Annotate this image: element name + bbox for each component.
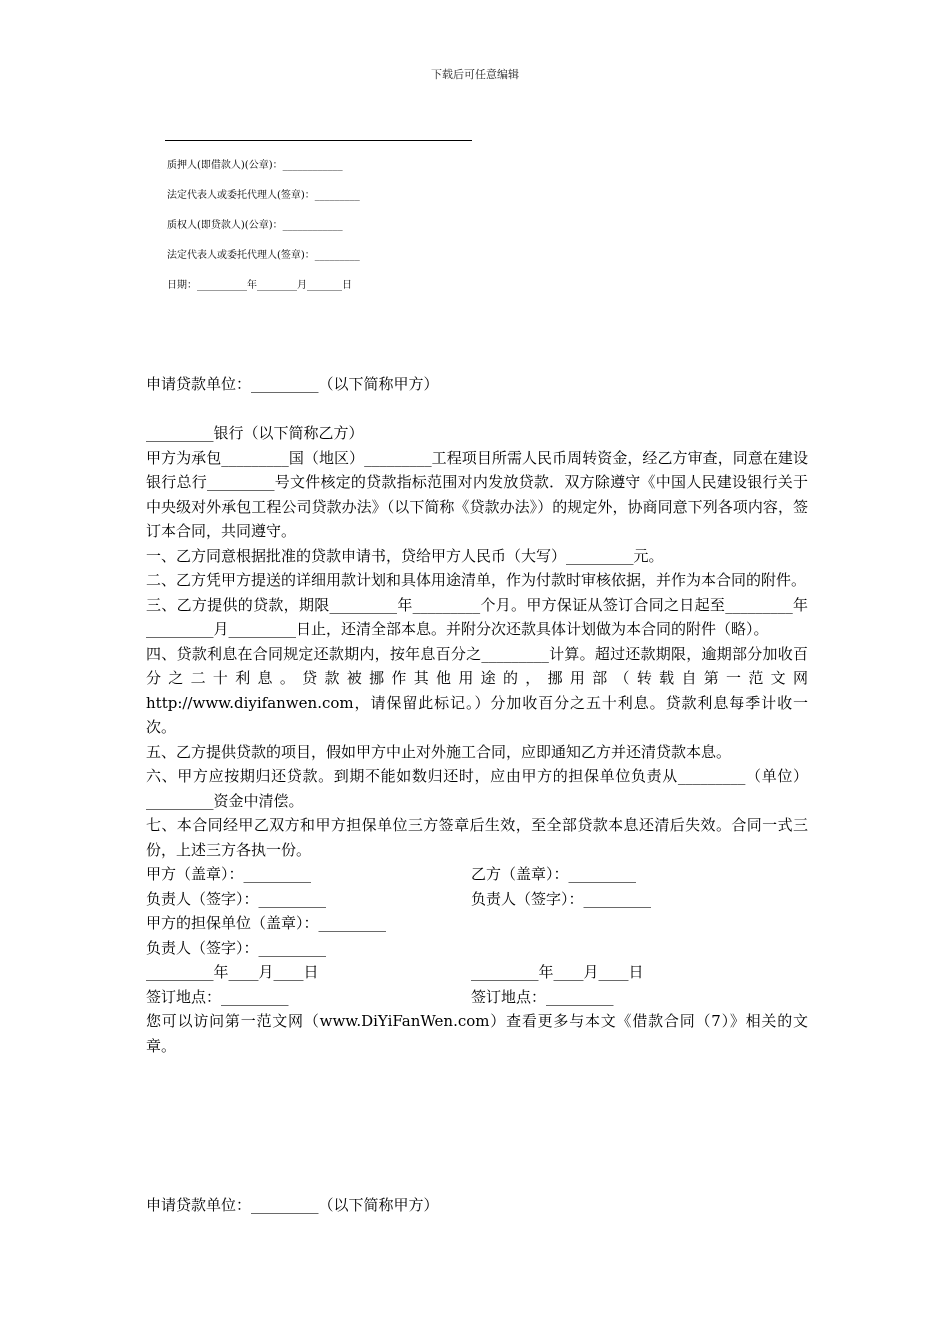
party-a-date: _________年____月____日	[146, 963, 319, 981]
clause-7: 七、本合同经甲乙双方和甲方担保单位三方签章后生效，至全部贷款本息还清后失效。合同一式三份，上述三方各执一份。	[146, 816, 808, 859]
party-b-seal: 乙方（盖章）：_________	[471, 865, 637, 883]
signature-block	[167, 158, 360, 308]
clause-1: 一、乙方同意根据批准的贷款申请书，贷给甲方人民币（大写）_________元。	[146, 546, 664, 565]
clause-6: 六、甲方应按期归还贷款。到期不能如数归还时，应由甲方的担保单位负责从_________（单位）_________资金中清偿。	[146, 767, 808, 810]
party-seal-row	[146, 862, 808, 887]
page-header: 下载后可任意编辑	[431, 68, 519, 81]
next-applicant-line: 申请贷款单位：_________（以下简称甲方）	[146, 1196, 439, 1214]
clause-4: 四、贷款利息在合同规定还款期内，按年息百分之_________计算。超过还款期限，逾期部分加收百分之二十利息。贷款被挪作其他用途的，挪用部（转载自第一范文网 http://www.diyifanwen.com，请保留此标记。）分加收百分之五十利息。贷款利息每季计收一次。	[146, 644, 808, 736]
signature-date-line: 日期：__________年________月_______日	[167, 280, 352, 291]
guarantor-signer: 负责人（签字）：_________	[146, 938, 327, 957]
party-signer-row	[146, 887, 808, 912]
next-section	[146, 1193, 808, 1218]
applicant-line: 申请贷款单位：_________（以下简称甲方）	[146, 375, 439, 393]
bank-line: _________银行（以下简称乙方）	[146, 424, 364, 442]
pledgee-seal-line: 质权人(即贷款人)(公章)：____________	[167, 220, 343, 231]
party-b-signer: 负责人（签字）：_________	[471, 889, 652, 908]
intro-paragraph: 甲方为承包_________国（地区）_________工程项目所需人民币周转资金，经乙方审查，同意在建设银行总行_________号文件核定的贷款指标范围对内发放贷款．双方除遵守《中国人民建设银行关于中央级对外承包工程公司贷款办法》（以下简称《贷款办法》）的规定外，协商同意下列各项内容，签订本合同，共同遵守。	[146, 448, 808, 540]
party-b-place: 签订地点：_________	[471, 987, 614, 1006]
clause-5: 五、乙方提供贷款的项目，假如甲方中止对外施工合同，应即通知乙方并还清贷款本息。	[146, 742, 732, 761]
clause-3: 三、乙方提供的贷款，期限_________年_________个月。甲方保证从签订合同之日起至_________年_________月_________日止，还清全部本息。并附分次还款具体计划做为本合同的附件（略）。	[146, 595, 808, 638]
footer-note: 您可以访问第一范文网（www.DiYiFanWen.com）查看更多与本文《借款合同（7）》相关的文章。	[146, 1012, 808, 1055]
party-a-signer: 负责人（签字）：_________	[146, 889, 327, 908]
clause-2: 二、乙方凭甲方提送的详细用款计划和具体用途清单，作为付款时审核依据，并作为本合同的附件。	[146, 571, 807, 589]
party-a-seal: 甲方（盖章）：_________	[146, 865, 312, 883]
date-row	[146, 960, 808, 985]
pledgee-representative-line: 法定代表人或委托代理人(签章)：_________	[167, 250, 360, 261]
signature-divider	[165, 140, 472, 141]
pledgor-seal-line: 质押人(即借款人)(公章)：____________	[167, 160, 343, 171]
place-row	[146, 985, 808, 1010]
guarantor-seal: 甲方的担保单位（盖章）：_________	[146, 914, 387, 932]
party-b-date: _________年____月____日	[471, 963, 644, 981]
pledgor-representative-line: 法定代表人或委托代理人(签章)：_________	[167, 190, 360, 201]
party-a-place: 签订地点：_________	[146, 987, 289, 1006]
contract-body	[146, 372, 808, 1058]
